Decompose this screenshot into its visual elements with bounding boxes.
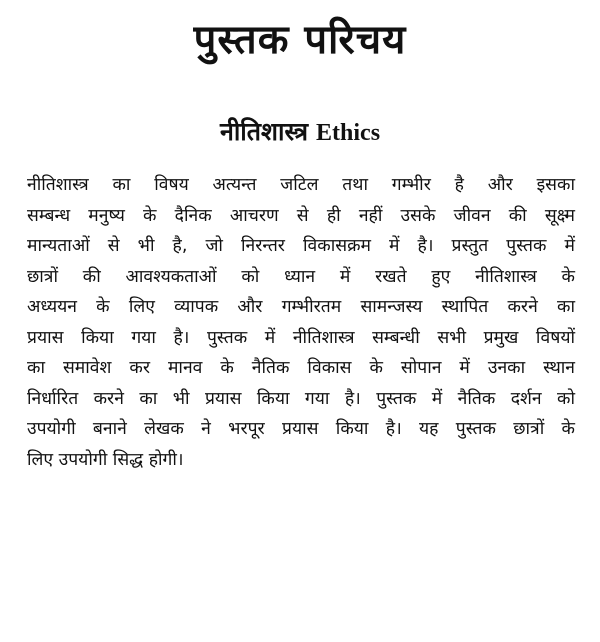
paragraph-line: छात्रों की आवश्यकताओं को ध्यान में रखते हुए नीतिशास्त्र के <box>27 266 575 287</box>
paragraph-line: प्रयास किया गया है। पुस्तक में नीतिशास्त्र सम्बन्धी सभी प्रमुख विषयों <box>27 327 575 348</box>
paragraph-line: नीतिशास्त्र का विषय अत्यन्त जटिल तथा गम्भीर है और इसका <box>27 175 575 195</box>
introduction-paragraph <box>27 170 575 475</box>
subject-title <box>0 112 600 155</box>
paragraph-line: उपयोगी बनाने लेखक ने भरपूर प्रयास किया है। यह पुस्तक छात्रों के <box>27 419 575 439</box>
paragraph-line: मान्यताओं से भी है, जो निरन्तर विकासक्रम में है। प्रस्तुत पुस्तक में <box>27 236 575 256</box>
subject-title-english: Ethics <box>316 120 381 146</box>
paragraph-line: अध्ययन के लिए व्यापक और गम्भीरतम सामन्जस्य स्थापित करने का <box>27 297 575 317</box>
subject-title-hindi: नीतिशास्त्र <box>219 117 309 146</box>
paragraph-line: का समावेश कर मानव के नैतिक विकास के सोपान में उनका स्थान <box>27 358 575 378</box>
paragraph-line: लिए उपयोगी सिद्ध होगी। <box>27 449 184 470</box>
paragraph-line: सम्बन्ध मनुष्य के दैनिक आचरण से ही नहीं उसके जीवन की सूक्ष्म <box>27 205 575 226</box>
page-heading: पुस्तक परिचय <box>193 17 407 63</box>
paragraph-line: निर्धारित करने का भी प्रयास किया गया है। पुस्तक में नैतिक दर्शन को <box>27 388 575 409</box>
